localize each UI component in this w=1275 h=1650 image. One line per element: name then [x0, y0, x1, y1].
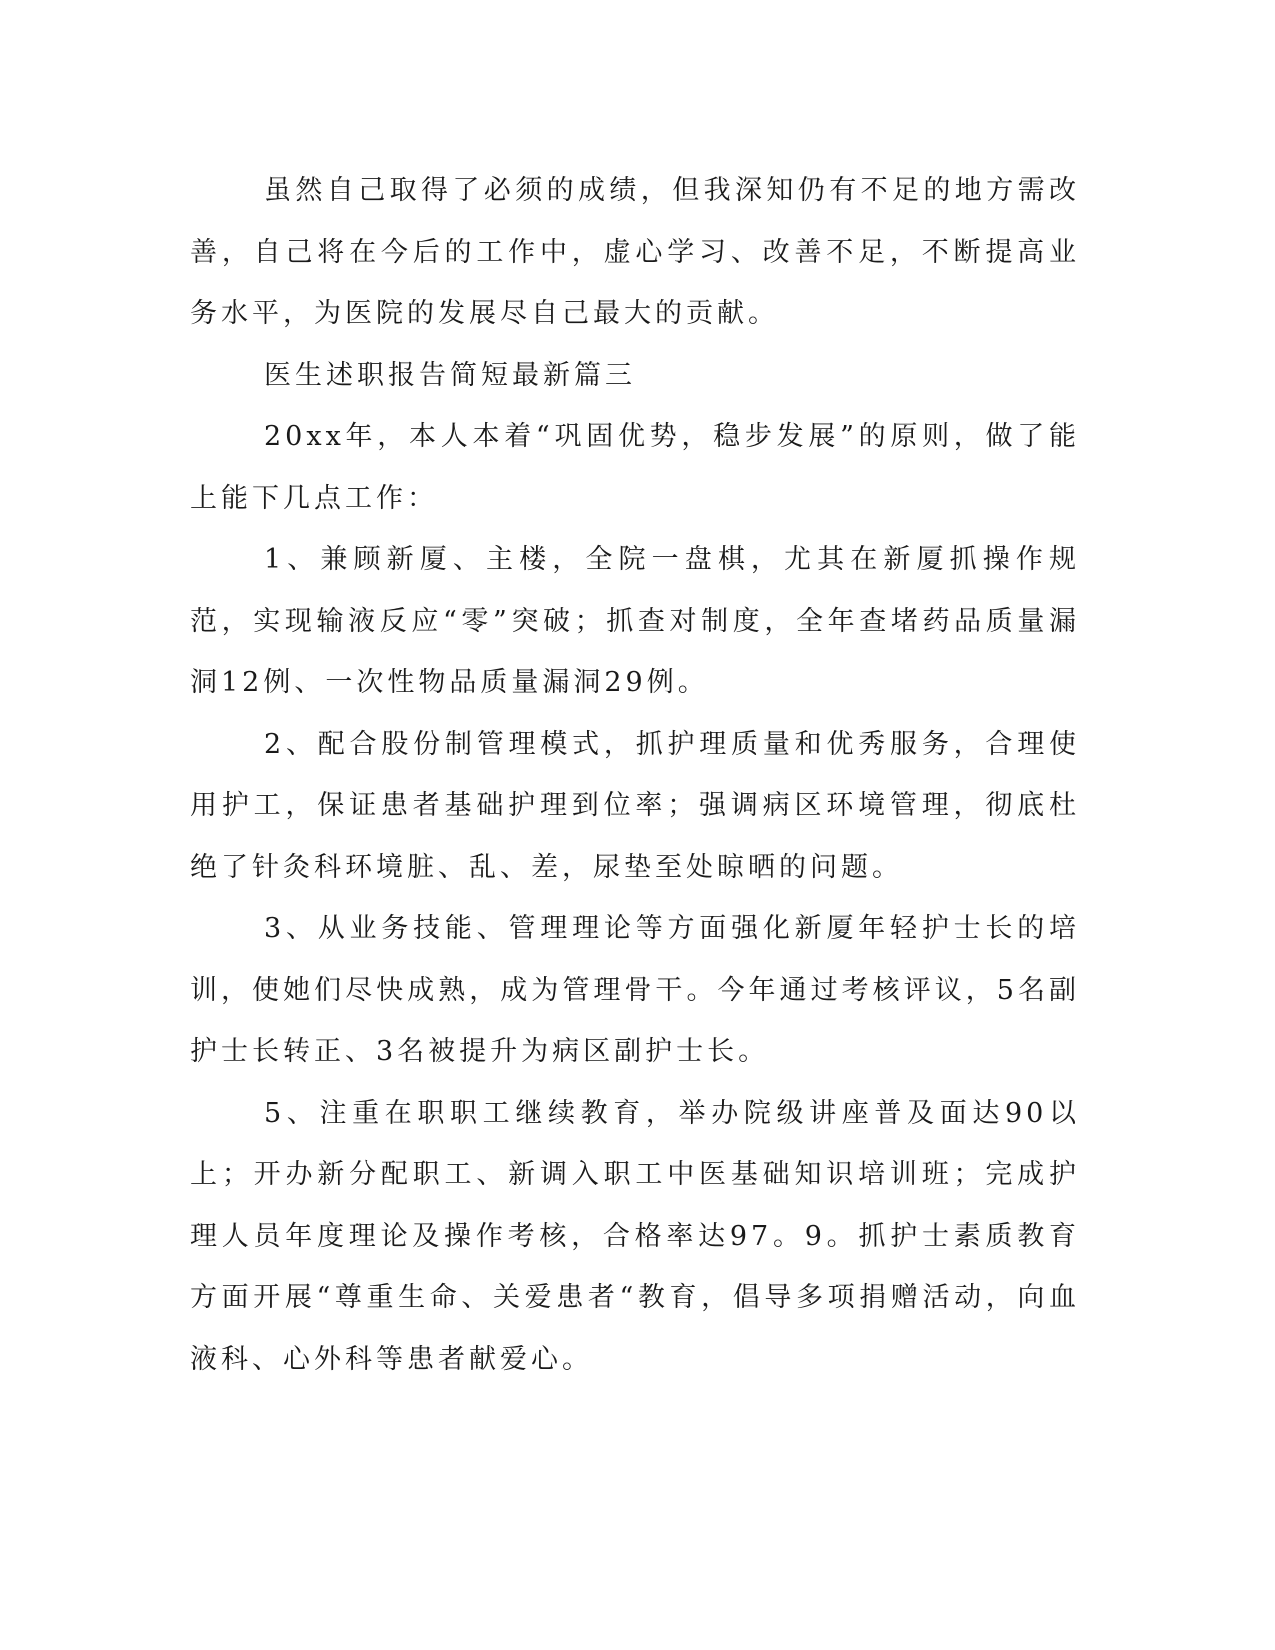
paragraph-intro: 20xx年，本人本着“巩固优势，稳步发展”的原则，做了能上能下几点工作：: [190, 421, 1080, 514]
section-heading: 医生述职报告简短最新篇三: [264, 359, 636, 391]
paragraph-conclusion: 虽然自己取得了必须的成绩，但我深知仍有不足的地方需改善，自己将在今后的工作中，虚心学习、改善不足，不断提高业务水平，为医院的发展尽自己最大的贡献。: [190, 175, 1080, 329]
paragraph-item-1: 1、兼顾新厦、主楼，全院一盘棋，尤其在新厦抓操作规范，实现输液反应“零”突破；抓查对制度，全年查堵药品质量漏洞12例、一次性物品质量漏洞29例。: [190, 544, 1080, 698]
paragraph-item-2: 2、配合股份制管理模式，抓护理质量和优秀服务，合理使用护工，保证患者基础护理到位率；强调病区环境管理，彻底杜绝了针灸科环境脏、乱、差，尿垫至处晾晒的问题。: [190, 728, 1080, 883]
document-body: [190, 160, 1080, 1390]
paragraph-item-3: 3、从业务技能、管理理论等方面强化新厦年轻护士长的培训，使她们尽快成熟，成为管理骨干。今年通过考核评议，5名副护士长转正、3名被提升为病区副护士长。: [190, 913, 1080, 1067]
paragraph-item-5: 5、注重在职职工继续教育，举办院级讲座普及面达90以上；开办新分配职工、新调入职工中医基础知识培训班；完成护理人员年度理论及操作考核，合格率达97。9。抓护士素质教育方面开展“尊重生命、关爱患者“教育，倡导多项捐赠活动，向血液科、心外科等患者献爱心。: [190, 1097, 1080, 1375]
